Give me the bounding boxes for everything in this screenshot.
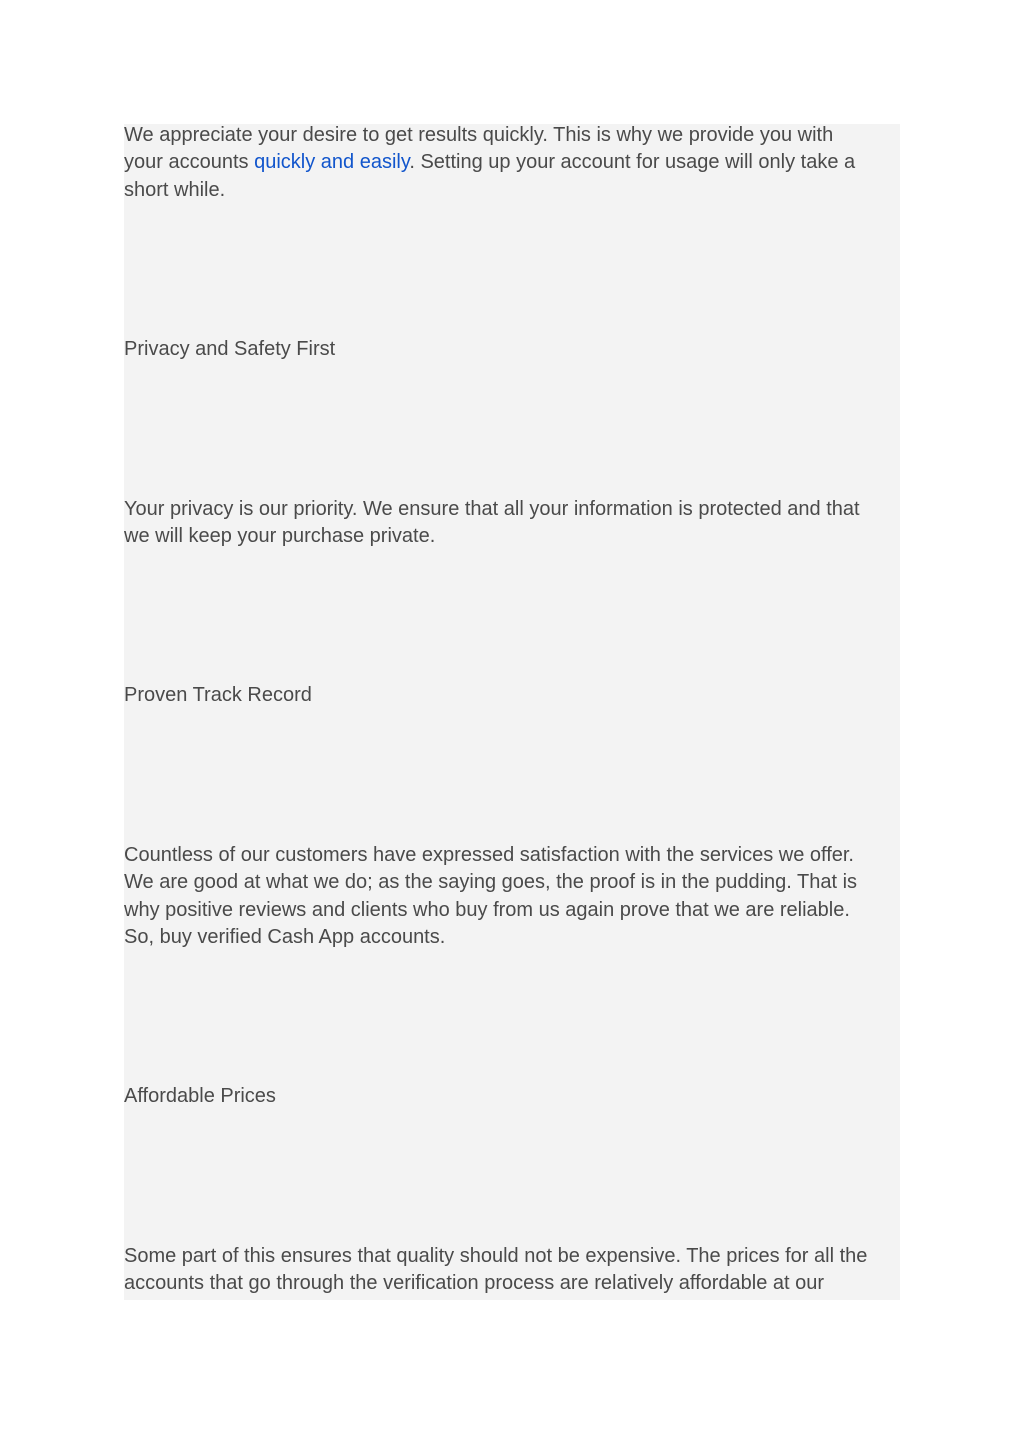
paragraph-line: Your privacy is our priority. We ensure that all your information is protected and that xyxy=(124,498,860,520)
privacy-paragraph xyxy=(124,496,924,551)
heading-affordable-prices: Affordable Prices xyxy=(124,1085,276,1107)
quickly-and-easily-link[interactable]: quickly and easily xyxy=(254,151,410,174)
prices-paragraph xyxy=(124,1243,924,1298)
intro-paragraph xyxy=(124,122,924,204)
heading-track-record: Proven Track Record xyxy=(124,684,312,706)
paragraph-line: So, buy verified Cash App accounts. xyxy=(124,925,446,948)
paragraph-line: why positive reviews and clients who buy from us again prove that we are reliable. xyxy=(124,898,850,921)
paragraph-line: we will keep your purchase private. xyxy=(124,525,436,548)
content-panel xyxy=(124,124,900,1300)
intro-line-3: short while. xyxy=(124,178,226,201)
paragraph-line: We are good at what we do; as the saying goes, the proof is in the pudding. That is xyxy=(124,871,858,894)
paragraph-line: accounts that go through the verification process are relatively affordable at our xyxy=(124,1272,825,1295)
intro-line-1: We appreciate your desire to get results quickly. This is why we provide you with xyxy=(124,124,834,146)
heading-privacy: Privacy and Safety First xyxy=(124,338,336,360)
intro-line-2 xyxy=(124,149,924,176)
track-record-paragraph xyxy=(124,842,924,951)
intro-line-2-pre: your accounts xyxy=(124,151,255,174)
paragraph-line: Some part of this ensures that quality should not be expensive. The prices for all the xyxy=(124,1245,868,1267)
intro-line-2-post: . Setting up your account for usage will only take a xyxy=(409,151,856,174)
paragraph-line: Countless of our customers have expressed satisfaction with the services we offer. xyxy=(124,844,854,866)
